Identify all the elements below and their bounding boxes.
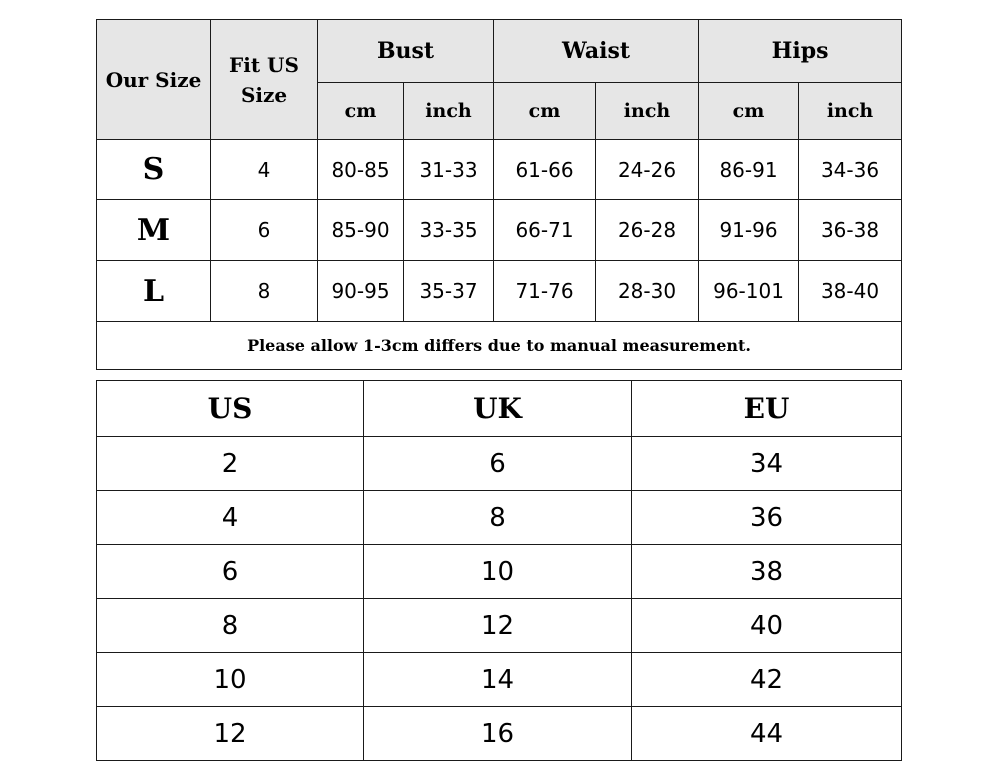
table-row: [97, 491, 902, 545]
header-bust: Bust: [318, 20, 494, 83]
header-bust-cm: cm: [318, 83, 404, 140]
header-uk: UK: [364, 381, 632, 437]
fit-us-cell: 4: [211, 140, 318, 200]
size-chart: [96, 19, 901, 370]
waist-inch-cell: 26-28: [596, 200, 699, 261]
table-row: [97, 200, 902, 261]
table-row: [97, 545, 902, 599]
size-cell: S: [97, 140, 211, 200]
header-bust-inch: inch: [404, 83, 494, 140]
hips-cm-cell: 91-96: [699, 200, 799, 261]
eu-cell: 44: [632, 707, 902, 761]
header-waist: Waist: [494, 20, 699, 83]
fit-us-cell: 8: [211, 261, 318, 322]
eu-cell: 38: [632, 545, 902, 599]
uk-cell: 8: [364, 491, 632, 545]
eu-cell: 40: [632, 599, 902, 653]
bust-inch-cell: 35-37: [404, 261, 494, 322]
bust-inch-cell: 31-33: [404, 140, 494, 200]
hips-inch-cell: 38-40: [799, 261, 902, 322]
bust-inch-cell: 33-35: [404, 200, 494, 261]
hips-cm-cell: 96-101: [699, 261, 799, 322]
eu-cell: 34: [632, 437, 902, 491]
table-row: [97, 437, 902, 491]
size-chart-table: [96, 19, 902, 370]
header-eu: EU: [632, 381, 902, 437]
table-row: [97, 599, 902, 653]
table-row: [97, 140, 902, 200]
uk-cell: 12: [364, 599, 632, 653]
uk-cell: 14: [364, 653, 632, 707]
header-waist-inch: inch: [596, 83, 699, 140]
fit-us-cell: 6: [211, 200, 318, 261]
measurement-note: Please allow 1-3cm differs due to manual measurement.: [97, 322, 902, 370]
uk-cell: 6: [364, 437, 632, 491]
header-fit-us-size: [211, 20, 318, 140]
bust-cm-cell: 80-85: [318, 140, 404, 200]
table-row: [97, 707, 902, 761]
header-fit-us-line1: Fit US: [229, 52, 299, 77]
header-our-size: Our Size: [97, 20, 211, 140]
conversion-chart: [96, 380, 901, 761]
header-hips-inch: inch: [799, 83, 902, 140]
eu-cell: 42: [632, 653, 902, 707]
waist-cm-cell: 71-76: [494, 261, 596, 322]
us-cell: 6: [97, 545, 364, 599]
table-row: [97, 653, 902, 707]
header-fit-us-line2: Size: [240, 82, 288, 107]
hips-inch-cell: 36-38: [799, 200, 902, 261]
us-cell: 2: [97, 437, 364, 491]
header-waist-cm: cm: [494, 83, 596, 140]
uk-cell: 10: [364, 545, 632, 599]
eu-cell: 36: [632, 491, 902, 545]
waist-inch-cell: 24-26: [596, 140, 699, 200]
header-hips: Hips: [699, 20, 902, 83]
waist-cm-cell: 66-71: [494, 200, 596, 261]
hips-cm-cell: 86-91: [699, 140, 799, 200]
waist-cm-cell: 61-66: [494, 140, 596, 200]
header-us: US: [97, 381, 364, 437]
table-row: [97, 261, 902, 322]
size-cell: L: [97, 261, 211, 322]
bust-cm-cell: 90-95: [318, 261, 404, 322]
uk-cell: 16: [364, 707, 632, 761]
conversion-table: [96, 380, 902, 761]
size-cell: M: [97, 200, 211, 261]
hips-inch-cell: 34-36: [799, 140, 902, 200]
us-cell: 10: [97, 653, 364, 707]
header-hips-cm: cm: [699, 83, 799, 140]
bust-cm-cell: 85-90: [318, 200, 404, 261]
us-cell: 12: [97, 707, 364, 761]
us-cell: 8: [97, 599, 364, 653]
us-cell: 4: [97, 491, 364, 545]
waist-inch-cell: 28-30: [596, 261, 699, 322]
